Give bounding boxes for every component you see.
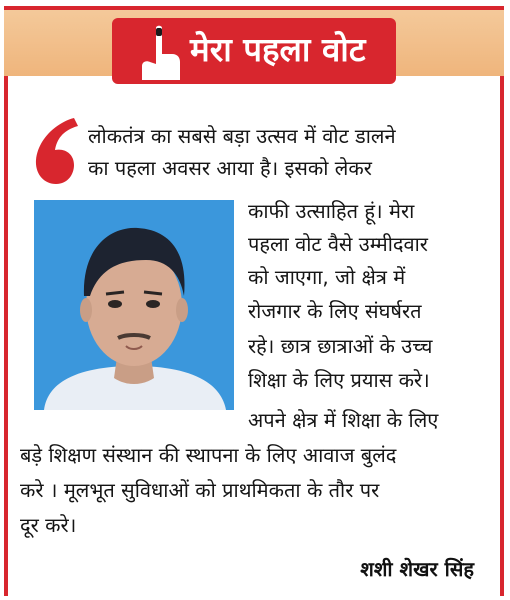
article-line: दूर करे। [20,513,77,537]
author-photo [34,200,234,410]
article-line: लोकतंत्र का सबसे बड़ा उत्सव में वोट डालने [88,124,396,148]
article-line: शिक्षा के लिए प्रयास करे। [248,368,430,392]
page-title: मेरा पहला वोट [190,30,366,69]
article-line: बड़े शिक्षण संस्थान की स्थापना के लिए आवाज बुलंद [20,443,397,467]
article-line: करे । मूलभूत सुविधाओं को प्राथमिकता के तौर पर [20,478,380,502]
author-byline: शशी शेखर सिंह [360,557,474,581]
article-line: काफी उत्साहित हूं। मेरा [248,199,415,223]
article-line: पहला वोट वैसे उम्मीदवार [248,232,428,256]
article-line: को जाएगा, जो क्षेत्र में [248,265,406,289]
article-line: का पहला अवसर आया है। इसको लेकर [88,156,372,180]
article-line: रहे। छात्र छात्राओं के उच्च [248,334,433,358]
article-line: अपने क्षेत्र में शिक्षा के लिए [248,408,439,432]
article-line: रोजगार के लिए संघर्षरत [248,299,422,323]
voting-finger-icon [136,24,184,80]
quote-mark-icon [24,112,84,190]
